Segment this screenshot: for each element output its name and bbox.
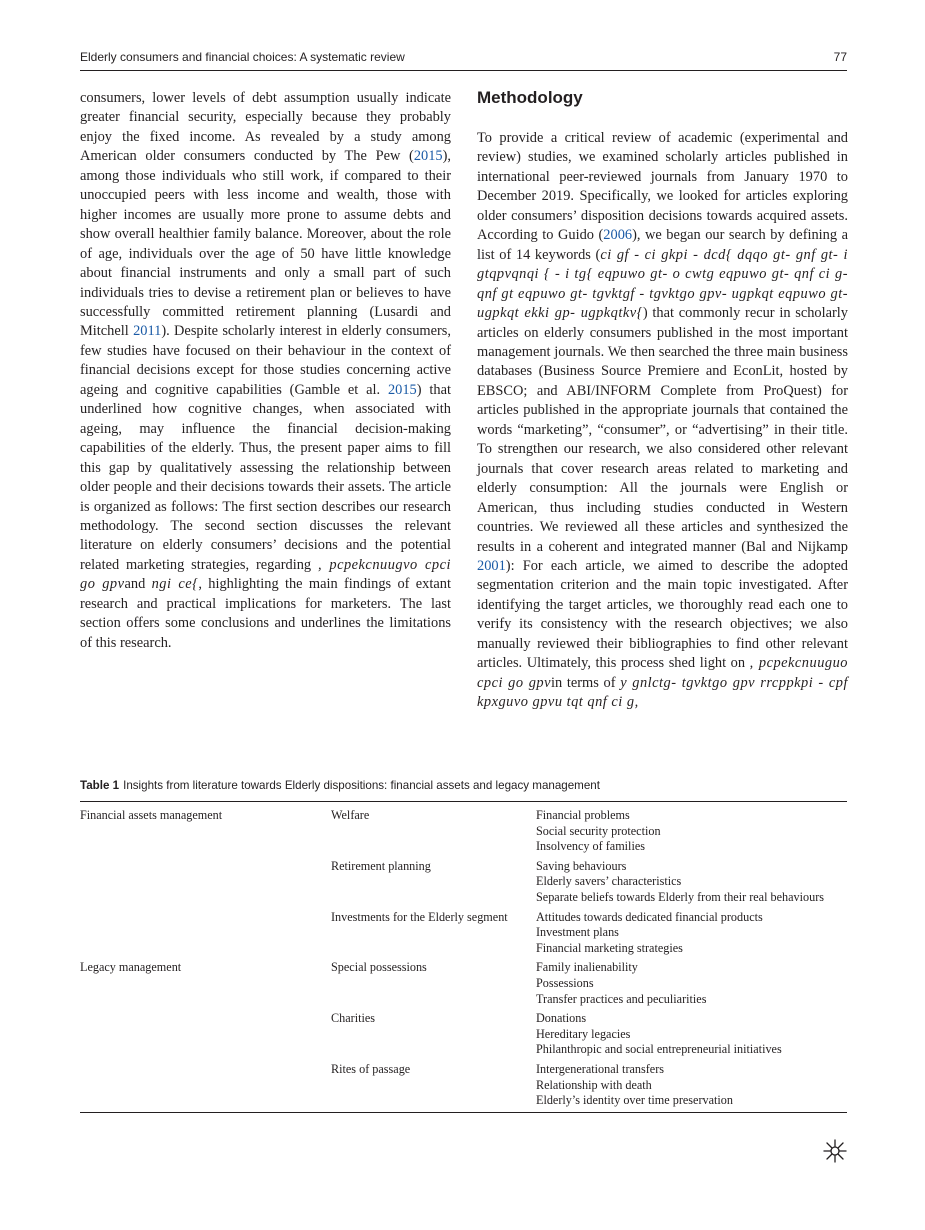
table-row (80, 859, 847, 906)
category-cell: Legacy management (80, 960, 182, 975)
item-text: Intergenerational transfers (536, 1061, 665, 1076)
items-cell (536, 1011, 847, 1058)
item-text: Insolvency of families (536, 839, 645, 854)
table-caption-text: Insights from literature towards Elderly dispositions: financial assets and legacy management (123, 779, 600, 792)
page-number: 77 (833, 50, 847, 64)
category-cell: Financial assets management (80, 808, 223, 822)
italic-text-segment: , pcpekcnuuguo cpci go gpv (477, 655, 848, 691)
item-text: Saving behaviours (536, 858, 627, 873)
right-paragraph (477, 129, 848, 713)
text-segment: , highlighting the main findings of extant research and practical implications for marketers. The last section offers some conclusions and underlines the limitations of this research. (80, 576, 451, 651)
topic-cell: Charities (331, 1011, 376, 1026)
text-segment: ) that underlined how cognitive changes, when associated with ageing, may influence the financial decision-making capabilities of the elderly. Thus, the present paper aims to fill this gap by qualitatively assessing the relationship between older people and their decisions towards their assets. The article is organized as follows: The first section describes our research methodology. The second section discusses the relevant literature on elderly consumers’ decisions and the potential related marketing strategies, regarding (80, 381, 451, 573)
table-row (80, 910, 847, 957)
left-text-column (80, 89, 451, 653)
item-text: Elderly savers’ characteristics (536, 874, 682, 889)
item-text: Philanthropic and social entrepreneurial initiatives (536, 1042, 782, 1057)
text-segment: ), among those individuals who still work, if compared to their unoccupied peers with less income and wealth, those with higher incomes are usually more prone to assume debts and show overall healthier family balance. Moreover, about the role of age, individuals over the age of 50 have little knowledge about financial instruments and only a small part of such individuals tries to devise a retirement plan or believes to have successfully committed retirement planning (Lusardi and Mitchell (80, 148, 451, 340)
text-segment: To provide a critical review of academic (experimental and review) studies, we examined scholarly articles published in international peer-reviewed journals from January 1970 to December 2019. Specifically, we looked for articles exploring older consumers’ disposition decisions towards acquired assets. According to Guido ( (477, 130, 848, 244)
citation-link[interactable]: 2011 (133, 323, 162, 340)
item-text: Family inalienability (536, 960, 638, 975)
items-cell (536, 960, 847, 1007)
item-text: Transfer practices and peculiarities (536, 991, 707, 1006)
topic-cell: Retirement planning (331, 858, 431, 873)
items-cell (536, 859, 847, 906)
text-segment: consumers, lower levels of debt assumption usually indicate greater financial security, especially because they probably enjoy the fixed income. As revealed by a study among American older consumers conducted by The Pew ( (80, 90, 451, 165)
item-text: Relationship with death (536, 1077, 652, 1092)
item-text: Possessions (536, 975, 594, 990)
text-segment: in terms of (551, 674, 621, 691)
topic-cell: Rites of passage (331, 1061, 411, 1076)
text-segment: ): For each article, we aimed to describe the adopted segmentation criterion and the main topic investigated. After identifying the target articles, we thoroughly read each one to verify its consistency with the research objectives; we also manually reviewed their bibliographies to find other relevant articles. Ultimately, this process shed light on (477, 557, 848, 672)
insights-table (80, 808, 847, 1113)
italic-text-segment: , pcpekcnuugvo cpci go gpv (80, 556, 451, 593)
item-text: Donations (536, 1011, 587, 1026)
italic-text-segment: ci gf - ci gkpi - dcd{ dqqo gt- gnf gt- i gtqpvqnqi { - i tg{ eqpuwo gt- o cwtg eqpuwo gt- qnf ci g- qnf gt eqpuwo gt- tgvktgf - tgvktgo gpv- ugpkqt eqpuwo gt- ugpkqt ekki gp- ugpkqtkv{ (477, 246, 848, 322)
category-cell (80, 1011, 331, 1058)
italic-text-segment: y gnlctg- tgvktgo gpv rrcppkpi - cpf kpxguvo gpvu tqt qnf ci g, (477, 674, 848, 711)
item-text: Investment plans (536, 925, 619, 940)
table-row (80, 1011, 847, 1058)
text-segment: ) that commonly recur in scholarly articles on elderly consumers published in the most important management journals. We then searched the three main business databases (Business Source Premiere and EconLit, hosted by EBSCO; and ABI/INFORM Complete from ProQuest) for articles published in the appropriate journals that contained the words “marketing”, “consumer”, or “advertising” in their title. To strengthen our research, we also considered other relevant journals that cover research areas related to marketing and elderly consumption: All the journals were English or American, thus including studies conducted in Western countries. We reviewed all these articles and synthesized the results in a coherent and integrated manner (Bal and Nijkamp (477, 305, 848, 555)
item-text: Financial marketing strategies (536, 940, 683, 955)
citation-link[interactable]: 2001 (477, 557, 506, 574)
topic-cell: Investments for the Elderly segment (331, 909, 508, 924)
text-segment: ). Despite scholarly interest in elderly consumers, few studies have focused on their behaviour in the context of financial decisions except for those studies concerning active ageing and cognitive capabilities (Gamble et al. (80, 323, 451, 398)
category-cell (80, 910, 331, 957)
table-row (80, 808, 847, 855)
topic-cell: Welfare (331, 808, 370, 822)
item-text: Elderly’s identity over time preservation (536, 1093, 733, 1108)
table-label: Table 1 (80, 779, 120, 792)
items-cell (536, 808, 847, 855)
springer-horse-logo-icon (822, 1138, 848, 1164)
item-text: Attitudes towards dedicated financial products (536, 909, 763, 924)
table-top-rule (80, 801, 847, 802)
header-divider (80, 70, 847, 71)
citation-link[interactable]: 2015 (413, 148, 443, 165)
table-bottom-rule (80, 1112, 847, 1113)
table-caption (80, 779, 600, 792)
left-paragraph (80, 89, 451, 653)
items-cell (536, 1062, 847, 1109)
item-text: Financial problems (536, 808, 630, 822)
item-text: Social security protection (536, 823, 661, 838)
citation-link[interactable]: 2006 (603, 227, 633, 244)
section-heading: Methodology (477, 88, 583, 107)
text-segment: and (124, 576, 152, 593)
table-group (80, 808, 847, 956)
table-row (80, 1062, 847, 1109)
table-group (80, 960, 847, 1108)
items-cell (536, 910, 847, 957)
citation-link[interactable]: 2015 (387, 381, 417, 398)
italic-text-segment: ngi ce{ (151, 576, 199, 593)
right-text-column (477, 129, 848, 713)
category-cell (80, 859, 331, 906)
running-header-title: Elderly consumers and financial choices: A systematic review (80, 50, 405, 64)
item-text: Separate beliefs towards Elderly from their real behaviours (536, 889, 824, 904)
text-segment: ), we began our search by defining a list of 14 keywords ( (477, 227, 848, 263)
item-text: Hereditary legacies (536, 1026, 631, 1041)
category-cell (80, 1062, 331, 1109)
topic-cell: Special possessions (331, 960, 427, 975)
table-row (80, 960, 847, 1007)
